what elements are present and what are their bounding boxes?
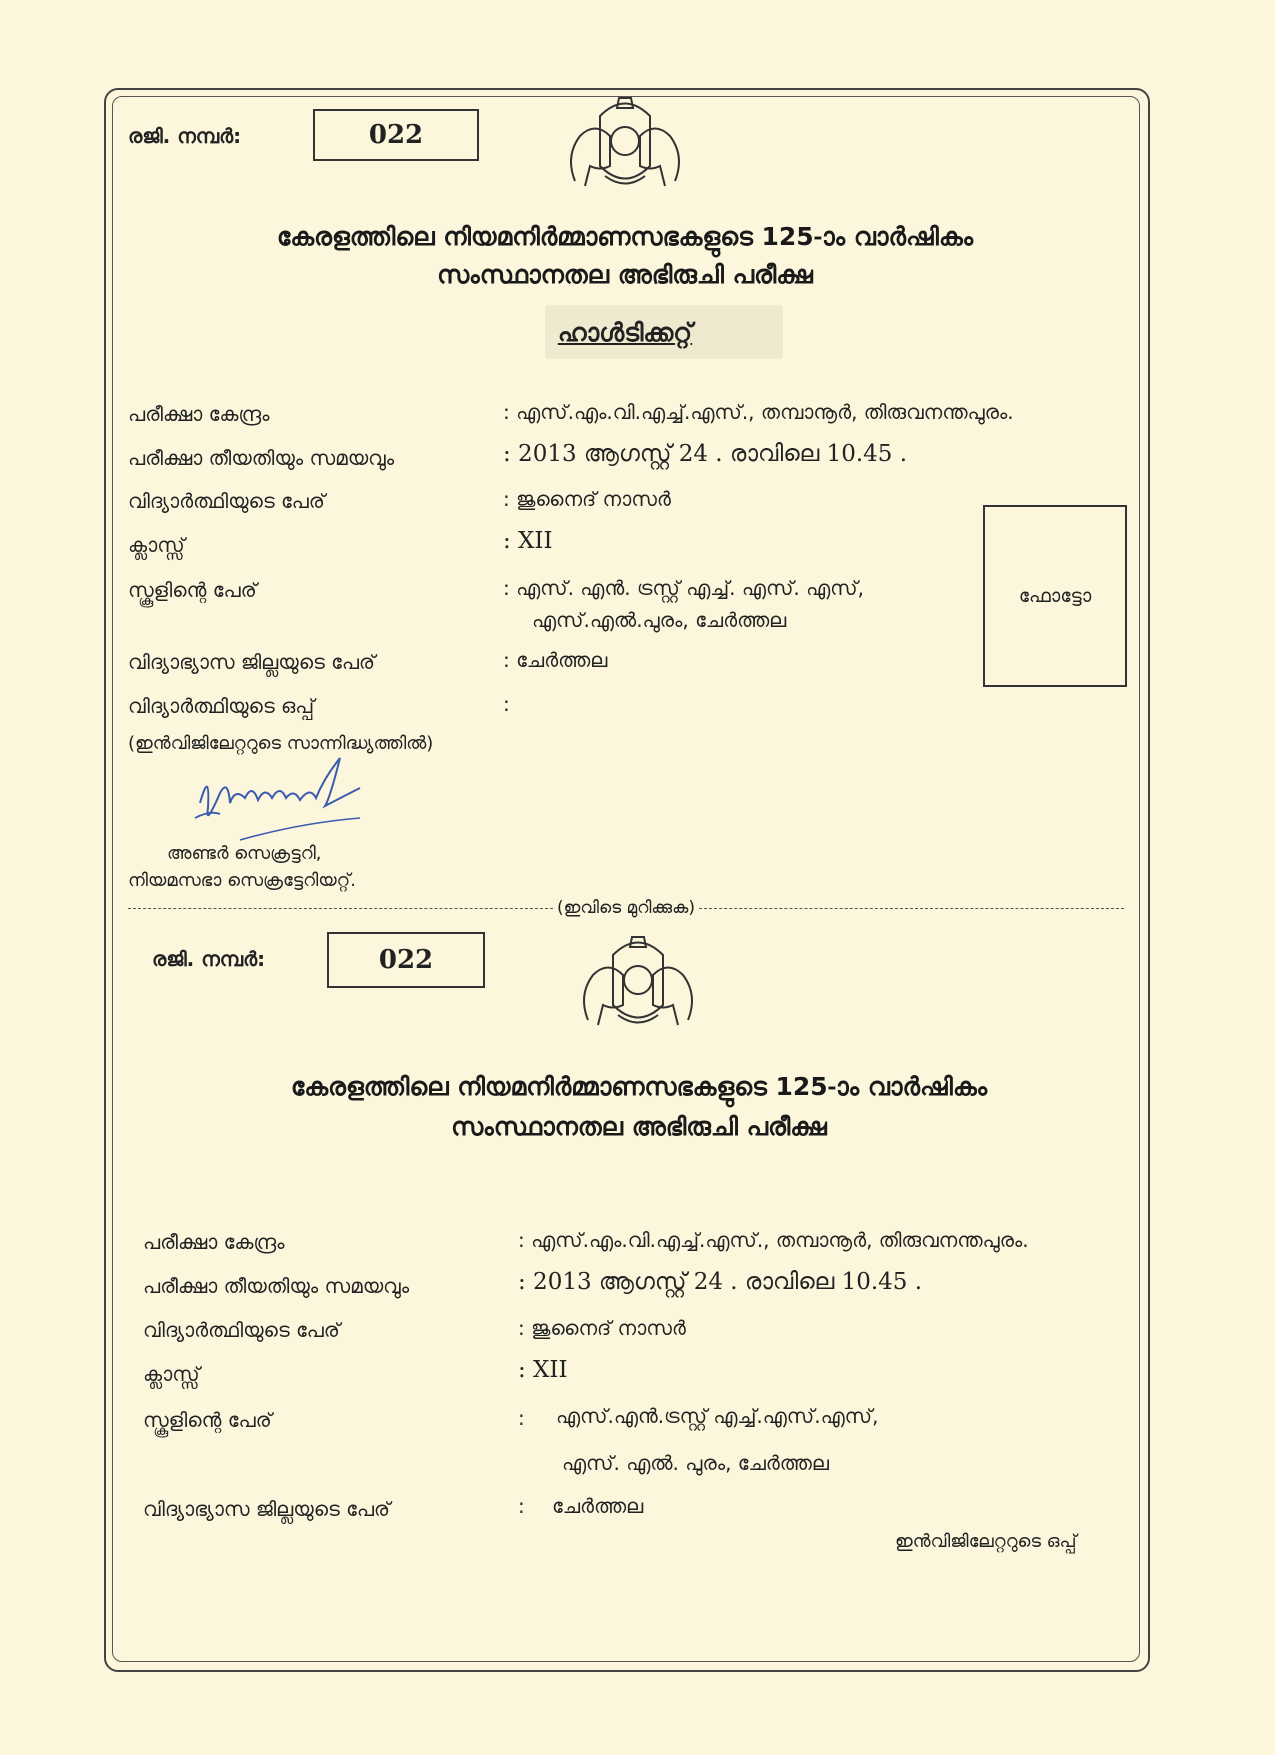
photo-label: ഫോട്ടോ bbox=[1018, 585, 1092, 607]
handwritten-signature bbox=[190, 748, 380, 843]
title-line1: കേരളത്തിലെ നിയമനിർമ്മാണസഭകളുടെ 125-ാം വാർഷികം bbox=[276, 222, 974, 251]
signatory-office: നിയമസഭാ സെക്രട്ടേറിയറ്റ്. bbox=[128, 870, 356, 891]
district-value: : ചേർത്തല bbox=[503, 648, 608, 672]
bottom-class-label: ക്ലാസ്സ് bbox=[143, 1362, 200, 1386]
student-name-value: : ജുനൈദ് നാസർ bbox=[503, 487, 671, 511]
school-name-value-line2: എസ്.എൽ.പുരം, ചേർത്തല bbox=[532, 608, 787, 632]
bottom-school-name-label: സ്കൂളിന്റെ പേര് bbox=[143, 1408, 272, 1432]
class-label: ക്ലാസ്സ് bbox=[128, 533, 185, 557]
bottom-title-line2: സംസ്ഥാനതല അഭിരുചി പരീക്ഷ bbox=[451, 1112, 827, 1141]
kerala-state-emblem-icon bbox=[555, 96, 695, 196]
bottom-district-label: വിദ്യാഭ്യാസ ജില്ലയുടെ പേര് bbox=[143, 1497, 391, 1521]
reg-number-box: 022 bbox=[313, 109, 479, 161]
bottom-exam-datetime-value: : 2013 ആഗസ്റ്റ് 24 . രാവിലെ 10.45 . bbox=[518, 1269, 923, 1295]
exam-center-label: പരീക്ഷാ കേന്ദ്രം bbox=[128, 402, 270, 426]
exam-datetime-value: : 2013 ആഗസ്റ്റ് 24 . രാവിലെ 10.45 . bbox=[503, 441, 908, 467]
kerala-state-emblem-icon bbox=[568, 935, 708, 1035]
hall-ticket-heading: ഹാൾടിക്കറ്റ് bbox=[557, 318, 693, 347]
photo-box bbox=[983, 505, 1127, 687]
signatory-title: അണ്ടർ സെക്രട്ടറി, bbox=[167, 843, 322, 864]
school-name-value-line1: : എസ്. എൻ. ട്രസ്റ്റ് എച്ച്. എസ്. എസ്, bbox=[503, 576, 864, 600]
bottom-exam-datetime-label: പരീക്ഷാ തീയതിയും സമയവും bbox=[143, 1274, 410, 1298]
title-line2: സംസ്ഥാനതല അഭിരുചി പരീക്ഷ bbox=[437, 260, 813, 289]
exam-datetime-label: പരീക്ഷാ തീയതിയും സമയവും bbox=[128, 446, 395, 470]
cut-here-label: (ഇവിടെ മുറിക്കുക) bbox=[557, 898, 695, 918]
bottom-school-name-value-line2: എസ്. എൽ. പുരം, ചേർത്തല bbox=[562, 1451, 829, 1475]
bottom-exam-center-label: പരീക്ഷാ കേന്ദ്രം bbox=[143, 1230, 285, 1254]
invigilator-presence-note: (ഇൻവിജിലേറ്ററുടെ സാന്നിദ്ധ്യത്തിൽ) bbox=[128, 733, 434, 754]
bottom-reg-number-label: രജി. നമ്പർ: bbox=[152, 947, 266, 971]
bottom-school-colon: : bbox=[518, 1406, 525, 1430]
bottom-class-value: : XII bbox=[518, 1357, 568, 1383]
bottom-exam-center-value: : എസ്.എം.വി.എച്ച്.എസ്., തമ്പാനൂർ, തിരുവനന്തപുരം. bbox=[518, 1228, 1029, 1252]
district-label: വിദ്യാഭ്യാസ ജില്ലയുടെ പേര് bbox=[128, 650, 376, 674]
bottom-reg-number-box: 022 bbox=[327, 932, 485, 988]
class-value: : XII bbox=[503, 528, 553, 554]
bottom-title-line1: കേരളത്തിലെ നിയമനിർമ്മാണസഭകളുടെ 125-ാം വാർഷികം bbox=[290, 1072, 988, 1101]
student-signature-label: വിദ്യാർത്ഥിയുടെ ഒപ്പ് bbox=[128, 694, 315, 718]
cut-here-line bbox=[128, 898, 1124, 918]
invigilator-signature-label: ഇൻവിജിലേറ്ററുടെ ഒപ്പ് bbox=[895, 1531, 1077, 1552]
exam-center-value: : എസ്.എം.വി.എച്ച്.എസ്., തമ്പാനൂർ, തിരുവനന്തപുരം. bbox=[503, 400, 1014, 424]
student-name-label: വിദ്യാർത്ഥിയുടെ പേര് bbox=[128, 489, 325, 513]
student-signature-value: : bbox=[503, 692, 510, 716]
school-name-label: സ്കൂളിന്റെ പേര് bbox=[128, 578, 257, 602]
bottom-student-name-label: വിദ്യാർത്ഥിയുടെ പേര് bbox=[143, 1318, 340, 1342]
bottom-district-colon: : bbox=[518, 1494, 525, 1518]
bottom-school-name-value-line1: എസ്.എൻ.ട്രസ്റ്റ് എച്ച്.എസ്.എസ്, bbox=[556, 1404, 879, 1428]
reg-number-label: രജി. നമ്പർ: bbox=[128, 124, 242, 148]
bottom-district-value: ചേർത്തല bbox=[552, 1494, 644, 1518]
bottom-student-name-value: : ജുനൈദ് നാസർ bbox=[518, 1316, 686, 1340]
